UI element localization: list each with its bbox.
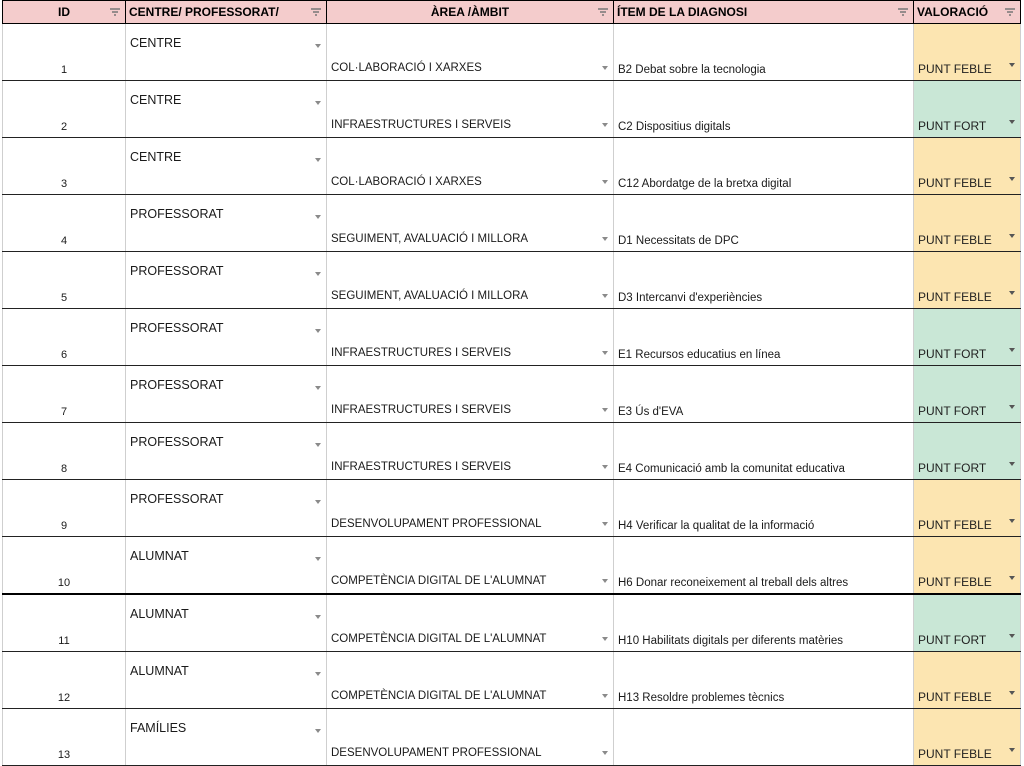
item-cell[interactable]	[614, 423, 914, 480]
area-dropdown-text: COL·LABORACIÓ I XARXES	[331, 176, 482, 188]
area-dropdown[interactable]	[327, 252, 614, 309]
id-cell[interactable]	[3, 81, 126, 138]
centre-dropdown[interactable]	[126, 309, 327, 366]
centre-dropdown[interactable]	[126, 366, 327, 423]
dropdown-arrow-icon[interactable]	[602, 294, 608, 298]
table-row	[3, 81, 1021, 138]
item-cell-text: C2 Dispositius digitals	[618, 121, 731, 133]
dropdown-arrow-icon[interactable]	[1009, 291, 1015, 295]
area-dropdown-text: INFRAESTRUCTURES I SERVEIS	[331, 404, 511, 416]
centre-dropdown-text: PROFESSORAT	[130, 321, 224, 335]
id-cell[interactable]	[3, 480, 126, 537]
id-cell-text: 4	[60, 235, 68, 247]
dropdown-arrow-icon[interactable]	[1009, 63, 1015, 67]
valoracio-dropdown-text: PUNT FORT	[918, 347, 987, 361]
dropdown-arrow-icon[interactable]	[1009, 519, 1015, 523]
dropdown-arrow-icon[interactable]	[315, 500, 321, 504]
area-dropdown[interactable]	[327, 309, 614, 366]
item-cell-text: C12 Abordatge de la bretxa digital	[618, 178, 792, 190]
filter-icon[interactable]	[897, 6, 909, 18]
dropdown-arrow-icon[interactable]	[602, 123, 608, 127]
table-row	[3, 138, 1021, 195]
column-header-valoracio[interactable]	[914, 1, 1021, 24]
table-row	[3, 24, 1021, 81]
table-row	[3, 252, 1021, 309]
area-dropdown[interactable]	[327, 24, 614, 81]
filter-icon[interactable]	[109, 6, 121, 18]
valoracio-dropdown-text: PUNT FORT	[918, 633, 987, 647]
valoracio-dropdown[interactable]	[914, 138, 1021, 195]
item-cell[interactable]	[614, 594, 914, 652]
valoracio-dropdown[interactable]	[914, 252, 1021, 309]
id-cell[interactable]	[3, 366, 126, 423]
dropdown-arrow-icon[interactable]	[602, 66, 608, 70]
id-cell-text: 6	[60, 349, 68, 361]
area-dropdown[interactable]	[327, 652, 614, 709]
dropdown-arrow-icon[interactable]	[1009, 405, 1015, 409]
area-dropdown-text: COMPETÈNCIA DIGITAL DE L'ALUMNAT	[331, 633, 547, 645]
dropdown-arrow-icon[interactable]	[602, 637, 608, 641]
valoracio-dropdown-text: PUNT FEBLE	[918, 575, 992, 589]
valoracio-dropdown[interactable]	[914, 709, 1021, 766]
valoracio-dropdown[interactable]	[914, 423, 1021, 480]
area-dropdown-text: COMPETÈNCIA DIGITAL DE L'ALUMNAT	[331, 690, 547, 702]
centre-dropdown[interactable]	[126, 652, 327, 709]
area-dropdown-text: INFRAESTRUCTURES I SERVEIS	[331, 461, 511, 473]
centre-dropdown-text: PROFESSORAT	[130, 492, 224, 506]
item-cell[interactable]	[614, 195, 914, 252]
table-row	[3, 366, 1021, 423]
valoracio-dropdown-text: PUNT FEBLE	[918, 233, 992, 247]
dropdown-arrow-icon[interactable]	[315, 329, 321, 333]
item-cell[interactable]	[614, 138, 914, 195]
dropdown-arrow-icon[interactable]	[315, 557, 321, 561]
dropdown-arrow-icon[interactable]	[602, 351, 608, 355]
centre-dropdown-text: CENTRE	[130, 36, 182, 50]
header-label: ID	[58, 5, 70, 19]
centre-dropdown[interactable]	[126, 480, 327, 537]
centre-dropdown[interactable]	[126, 24, 327, 81]
area-dropdown[interactable]	[327, 138, 614, 195]
dropdown-arrow-icon[interactable]	[602, 694, 608, 698]
valoracio-dropdown[interactable]	[914, 594, 1021, 652]
dropdown-arrow-icon[interactable]	[602, 465, 608, 469]
valoracio-dropdown-text: PUNT FEBLE	[918, 747, 992, 761]
valoracio-dropdown[interactable]	[914, 309, 1021, 366]
dropdown-arrow-icon[interactable]	[315, 729, 321, 733]
valoracio-dropdown[interactable]	[914, 81, 1021, 138]
id-cell-text: 2	[60, 121, 68, 133]
dropdown-arrow-icon[interactable]	[1009, 348, 1015, 352]
id-cell-text: 9	[60, 520, 68, 532]
area-dropdown-text: INFRAESTRUCTURES I SERVEIS	[331, 119, 511, 131]
valoracio-dropdown-text: PUNT FEBLE	[918, 176, 992, 190]
dropdown-arrow-icon[interactable]	[1009, 634, 1015, 638]
column-header-area[interactable]	[327, 1, 614, 24]
dropdown-arrow-icon[interactable]	[602, 522, 608, 526]
area-dropdown[interactable]	[327, 480, 614, 537]
id-cell-text: 10	[57, 577, 71, 589]
area-dropdown[interactable]	[327, 709, 614, 766]
id-cell-text: 5	[60, 292, 68, 304]
id-cell-text: 13	[57, 749, 71, 761]
item-cell-text: E3 Ús d'EVA	[618, 406, 684, 418]
item-cell-text: D3 Intercanvi d'experiències	[618, 292, 763, 304]
table-row	[3, 594, 1021, 652]
id-cell[interactable]	[3, 537, 126, 595]
table-row	[3, 195, 1021, 252]
table-row	[3, 309, 1021, 366]
dropdown-arrow-icon[interactable]	[315, 443, 321, 447]
item-cell[interactable]	[614, 480, 914, 537]
centre-dropdown[interactable]	[126, 81, 327, 138]
id-cell[interactable]	[3, 138, 126, 195]
dropdown-arrow-icon[interactable]	[315, 615, 321, 619]
diagnosis-table	[2, 0, 1021, 766]
item-cell-text: H10 Habilitats digitals per diferents matèries	[618, 635, 843, 647]
area-dropdown[interactable]	[327, 366, 614, 423]
item-cell[interactable]	[614, 537, 914, 595]
valoracio-dropdown[interactable]	[914, 366, 1021, 423]
valoracio-dropdown-text: PUNT FORT	[918, 461, 987, 475]
item-cell-text: H4 Verificar la qualitat de la informació	[618, 520, 815, 532]
dropdown-arrow-icon[interactable]	[602, 408, 608, 412]
centre-dropdown-text: CENTRE	[130, 150, 182, 164]
item-cell-text: D1 Necessitats de DPC	[618, 235, 739, 247]
centre-dropdown[interactable]	[126, 195, 327, 252]
area-dropdown-text: COL·LABORACIÓ I XARXES	[331, 62, 482, 74]
id-cell[interactable]	[3, 309, 126, 366]
valoracio-dropdown[interactable]	[914, 24, 1021, 81]
centre-dropdown-text: CENTRE	[130, 93, 182, 107]
item-cell[interactable]	[614, 652, 914, 709]
column-header-id[interactable]	[3, 1, 126, 24]
id-cell[interactable]	[3, 594, 126, 652]
dropdown-arrow-icon[interactable]	[1009, 576, 1015, 580]
item-cell-text: E1 Recursos educatius en línea	[618, 349, 781, 361]
dropdown-arrow-icon[interactable]	[602, 751, 608, 755]
area-dropdown-text: COMPETÈNCIA DIGITAL DE L'ALUMNAT	[331, 575, 547, 587]
item-cell-text: B2 Debat sobre la tecnologia	[618, 64, 766, 76]
dropdown-arrow-icon[interactable]	[1009, 691, 1015, 695]
id-cell-text: 12	[57, 692, 71, 704]
item-cell-text: H6 Donar reconeixement al treball dels altres	[618, 577, 849, 589]
centre-dropdown-text: PROFESSORAT	[130, 264, 224, 278]
area-dropdown-text: SEGUIMENT, AVALUACIÓ I MILLORA	[331, 233, 529, 245]
area-dropdown[interactable]	[327, 537, 614, 595]
area-dropdown[interactable]	[327, 81, 614, 138]
id-cell[interactable]	[3, 423, 126, 480]
centre-dropdown-text: PROFESSORAT	[130, 207, 224, 221]
centre-dropdown[interactable]	[126, 423, 327, 480]
centre-dropdown-text: FAMÍLIES	[130, 721, 187, 735]
dropdown-arrow-icon[interactable]	[1009, 177, 1015, 181]
centre-dropdown-text: PROFESSORAT	[130, 435, 224, 449]
id-cell-text: 7	[60, 406, 68, 418]
area-dropdown-text: DESENVOLUPAMENT PROFESSIONAL	[331, 747, 542, 759]
id-cell-text: 1	[60, 64, 68, 76]
dropdown-arrow-icon[interactable]	[315, 101, 321, 105]
centre-dropdown[interactable]	[126, 594, 327, 652]
header-label: CENTRE/ PROFESSORAT/	[129, 5, 279, 19]
dropdown-arrow-icon[interactable]	[315, 272, 321, 276]
filter-icon[interactable]	[310, 6, 322, 18]
filter-icon[interactable]	[597, 6, 609, 18]
id-cell[interactable]	[3, 195, 126, 252]
item-cell[interactable]	[614, 366, 914, 423]
valoracio-dropdown-text: PUNT FORT	[918, 404, 987, 418]
dropdown-arrow-icon[interactable]	[1009, 234, 1015, 238]
valoracio-dropdown-text: PUNT FEBLE	[918, 518, 992, 532]
centre-dropdown[interactable]	[126, 252, 327, 309]
centre-dropdown[interactable]	[126, 537, 327, 595]
item-cell-text: H13 Resoldre problemes tècnics	[618, 692, 785, 704]
id-cell-text: 3	[60, 178, 68, 190]
table-row	[3, 709, 1021, 766]
item-cell[interactable]	[614, 309, 914, 366]
column-header-item[interactable]	[614, 1, 914, 24]
dropdown-arrow-icon[interactable]	[315, 215, 321, 219]
item-cell[interactable]	[614, 24, 914, 81]
centre-dropdown[interactable]	[126, 138, 327, 195]
item-cell[interactable]	[614, 709, 914, 766]
valoracio-dropdown-text: PUNT FEBLE	[918, 62, 992, 76]
column-header-centre[interactable]	[126, 1, 327, 24]
dropdown-arrow-icon[interactable]	[315, 386, 321, 390]
table-row	[3, 537, 1021, 595]
dropdown-arrow-icon[interactable]	[1009, 120, 1015, 124]
id-cell-text: 8	[60, 463, 68, 475]
id-cell[interactable]	[3, 24, 126, 81]
area-dropdown[interactable]	[327, 594, 614, 652]
table-row	[3, 652, 1021, 709]
area-dropdown-text: DESENVOLUPAMENT PROFESSIONAL	[331, 518, 542, 530]
centre-dropdown-text: ALUMNAT	[130, 549, 189, 563]
id-cell[interactable]	[3, 709, 126, 766]
valoracio-dropdown[interactable]	[914, 195, 1021, 252]
header-row	[3, 1, 1021, 24]
id-cell[interactable]	[3, 252, 126, 309]
area-dropdown[interactable]	[327, 195, 614, 252]
item-cell[interactable]	[614, 252, 914, 309]
valoracio-dropdown-text: PUNT FEBLE	[918, 690, 992, 704]
dropdown-arrow-icon[interactable]	[1009, 748, 1015, 752]
valoracio-dropdown[interactable]	[914, 652, 1021, 709]
table-row	[3, 423, 1021, 480]
area-dropdown-text: INFRAESTRUCTURES I SERVEIS	[331, 347, 511, 359]
dropdown-arrow-icon[interactable]	[1009, 462, 1015, 466]
id-cell[interactable]	[3, 652, 126, 709]
valoracio-dropdown-text: PUNT FEBLE	[918, 290, 992, 304]
dropdown-arrow-icon[interactable]	[602, 579, 608, 583]
valoracio-dropdown[interactable]	[914, 480, 1021, 537]
item-cell[interactable]	[614, 81, 914, 138]
valoracio-dropdown-text: PUNT FORT	[918, 119, 987, 133]
id-cell-text: 11	[58, 635, 70, 647]
dropdown-arrow-icon[interactable]	[602, 237, 608, 241]
centre-dropdown-text: PROFESSORAT	[130, 378, 224, 392]
item-cell-text: E4 Comunicació amb la comunitat educativa	[618, 463, 845, 475]
centre-dropdown-text: ALUMNAT	[130, 607, 189, 621]
table-body	[3, 24, 1021, 766]
table-row	[3, 480, 1021, 537]
dropdown-arrow-icon[interactable]	[315, 672, 321, 676]
header-label: ÀREA /ÀMBIT	[430, 5, 510, 19]
dropdown-arrow-icon[interactable]	[602, 180, 608, 184]
centre-dropdown[interactable]	[126, 709, 327, 766]
valoracio-dropdown[interactable]	[914, 537, 1021, 595]
dropdown-arrow-icon[interactable]	[315, 44, 321, 48]
area-dropdown-text: SEGUIMENT, AVALUACIÓ I MILLORA	[331, 290, 529, 302]
header-label: VALORACIÓ	[917, 5, 989, 19]
dropdown-arrow-icon[interactable]	[315, 158, 321, 162]
filter-icon[interactable]	[1004, 6, 1016, 18]
header-label: ÍTEM DE LA DIAGNOSI	[617, 5, 748, 19]
centre-dropdown-text: ALUMNAT	[130, 664, 189, 678]
area-dropdown[interactable]	[327, 423, 614, 480]
